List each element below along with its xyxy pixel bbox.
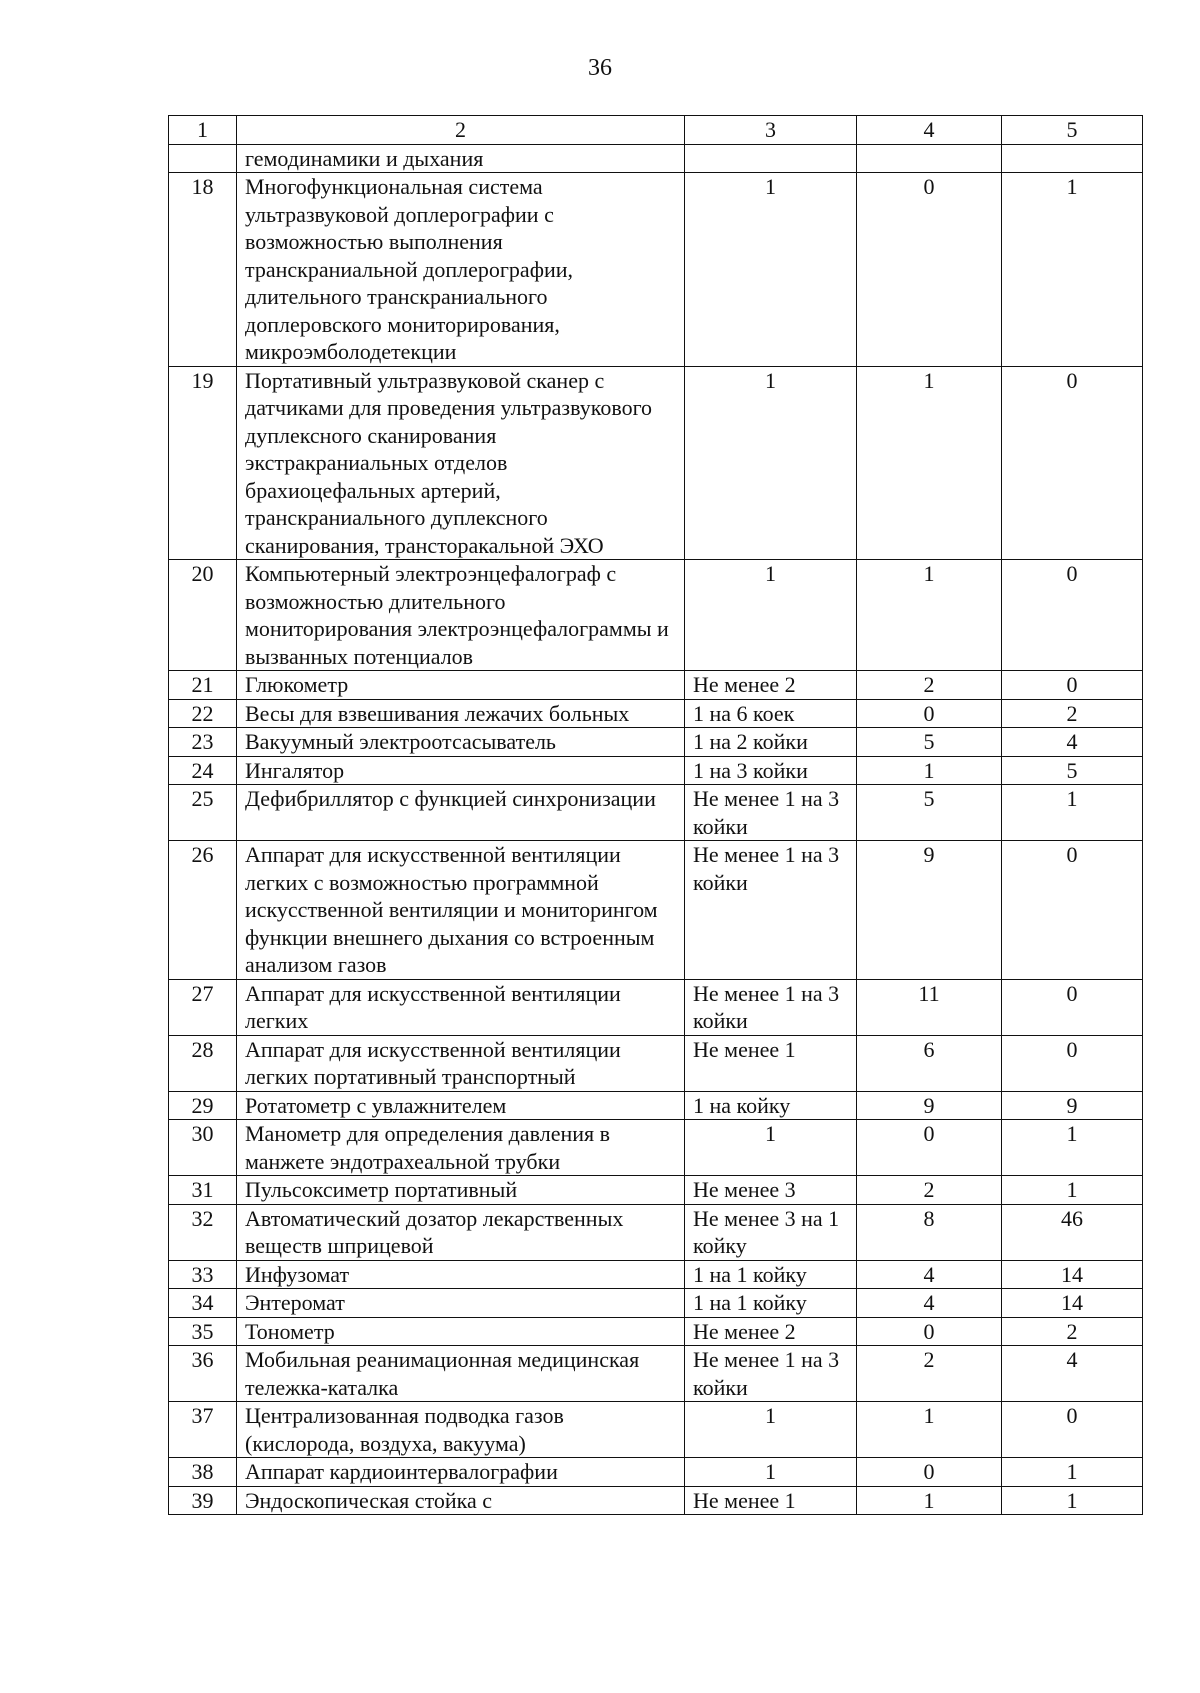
required-quantity-cell: [685, 144, 857, 173]
required-quantity-cell: 1: [685, 1458, 857, 1487]
row-number-cell: 29: [169, 1091, 237, 1120]
required-quantity-cell: Не менее 3 на 1 койку: [685, 1204, 857, 1260]
required-quantity-cell: 1: [685, 366, 857, 560]
required-quantity-cell: 1: [685, 560, 857, 671]
equipment-name-cell: Аппарат для искусственной вентиляции легких: [237, 979, 685, 1035]
table-row: [169, 1317, 1143, 1346]
column-5-value-cell: 1: [1002, 1120, 1143, 1176]
column-4-value-cell: 4: [857, 1260, 1002, 1289]
table-row: [169, 785, 1143, 841]
required-quantity-cell: 1 на 6 коек: [685, 699, 857, 728]
column-5-value-cell: 14: [1002, 1260, 1143, 1289]
column-5-value-cell: 2: [1002, 1317, 1143, 1346]
required-quantity-cell: 1: [685, 173, 857, 367]
equipment-name-cell: Мобильная реанимационная медицинская тележка-каталка: [237, 1346, 685, 1402]
required-quantity-cell: Не менее 1: [685, 1486, 857, 1515]
equipment-table: [168, 115, 1143, 1515]
table-row: [169, 728, 1143, 757]
page-number: 36: [588, 55, 612, 81]
equipment-name-cell: Централизованная подводка газов (кислорода, воздуха, вакуума): [237, 1402, 685, 1458]
table-row: [169, 1486, 1143, 1515]
equipment-name-cell: Вакуумный электроотсасыватель: [237, 728, 685, 757]
required-quantity-cell: Не менее 1: [685, 1035, 857, 1091]
required-quantity-cell: Не менее 3: [685, 1176, 857, 1205]
row-number-cell: 39: [169, 1486, 237, 1515]
row-number-cell: [169, 144, 237, 173]
column-4-value-cell: 2: [857, 1346, 1002, 1402]
row-number-cell: 26: [169, 841, 237, 980]
table-body: [169, 144, 1143, 1515]
table-row: [169, 1091, 1143, 1120]
equipment-name-cell: Энтеромат: [237, 1289, 685, 1318]
column-5-value-cell: 0: [1002, 979, 1143, 1035]
row-number-cell: 18: [169, 173, 237, 367]
row-number-cell: 28: [169, 1035, 237, 1091]
header-col-1: 1: [169, 116, 237, 145]
column-4-value-cell: 5: [857, 785, 1002, 841]
column-4-value-cell: 0: [857, 173, 1002, 367]
equipment-name-cell: Аппарат для искусственной вентиляции легких с возможностью программной искусственной вентиляции и мониторингом функции внешнего дыхания со встроенным анализом газов: [237, 841, 685, 980]
column-5-value-cell: 0: [1002, 1035, 1143, 1091]
table-row: [169, 671, 1143, 700]
equipment-name-cell: Аппарат кардиоинтервалографии: [237, 1458, 685, 1487]
equipment-name-cell: Весы для взвешивания лежачих больных: [237, 699, 685, 728]
table-row: [169, 756, 1143, 785]
column-4-value-cell: 8: [857, 1204, 1002, 1260]
column-4-value-cell: 6: [857, 1035, 1002, 1091]
column-5-value-cell: 5: [1002, 756, 1143, 785]
table-row: [169, 1289, 1143, 1318]
row-number-cell: 38: [169, 1458, 237, 1487]
row-number-cell: 32: [169, 1204, 237, 1260]
column-4-value-cell: 9: [857, 841, 1002, 980]
equipment-name-cell: Эндоскопическая стойка с: [237, 1486, 685, 1515]
row-number-cell: 22: [169, 699, 237, 728]
row-number-cell: 27: [169, 979, 237, 1035]
required-quantity-cell: 1 на 3 койки: [685, 756, 857, 785]
table-header-row: [169, 116, 1143, 145]
row-number-cell: 20: [169, 560, 237, 671]
header-col-4: 4: [857, 116, 1002, 145]
column-5-value-cell: [1002, 144, 1143, 173]
column-4-value-cell: [857, 144, 1002, 173]
column-5-value-cell: 1: [1002, 785, 1143, 841]
column-4-value-cell: 0: [857, 699, 1002, 728]
table-row: [169, 1346, 1143, 1402]
column-5-value-cell: 14: [1002, 1289, 1143, 1318]
equipment-name-cell: Глюкометр: [237, 671, 685, 700]
column-4-value-cell: 1: [857, 756, 1002, 785]
table-row: [169, 173, 1143, 367]
required-quantity-cell: Не менее 1 на 3 койки: [685, 1346, 857, 1402]
row-number-cell: 21: [169, 671, 237, 700]
required-quantity-cell: Не менее 2: [685, 671, 857, 700]
required-quantity-cell: 1: [685, 1120, 857, 1176]
column-4-value-cell: 1: [857, 1402, 1002, 1458]
table-row: [169, 1402, 1143, 1458]
equipment-name-cell: Инфузомат: [237, 1260, 685, 1289]
required-quantity-cell: 1 на 2 койки: [685, 728, 857, 757]
column-4-value-cell: 1: [857, 1486, 1002, 1515]
required-quantity-cell: 1: [685, 1402, 857, 1458]
table-row: [169, 699, 1143, 728]
table-row: [169, 1176, 1143, 1205]
column-5-value-cell: 9: [1002, 1091, 1143, 1120]
required-quantity-cell: Не менее 1 на 3 койки: [685, 979, 857, 1035]
header-col-2: 2: [237, 116, 685, 145]
required-quantity-cell: 1 на 1 койку: [685, 1260, 857, 1289]
equipment-name-cell: Пульсоксиметр портативный: [237, 1176, 685, 1205]
row-number-cell: 24: [169, 756, 237, 785]
table-row: [169, 1204, 1143, 1260]
required-quantity-cell: Не менее 1 на 3 койки: [685, 841, 857, 980]
equipment-name-cell: Тонометр: [237, 1317, 685, 1346]
row-number-cell: 25: [169, 785, 237, 841]
equipment-name-cell: Портативный ультразвуковой сканер с датчиками для проведения ультразвукового дуплексного сканирования экстракраниальных отделов брахиоцефальных артерий, транскраниального дуплексного сканирования, трансторакальной ЭХО: [237, 366, 685, 560]
column-5-value-cell: 4: [1002, 1346, 1143, 1402]
row-number-cell: 23: [169, 728, 237, 757]
equipment-name-cell: Манометр для определения давления в манжете эндотрахеальной трубки: [237, 1120, 685, 1176]
equipment-name-cell: Дефибриллятор с функцией синхронизации: [237, 785, 685, 841]
equipment-name-cell: Многофункциональная система ультразвуковой доплерографии с возможностью выполнения транскраниальной доплерографии, длительного транскраниального доплеровского мониторирования, микроэмболодетекции: [237, 173, 685, 367]
row-number-cell: 34: [169, 1289, 237, 1318]
column-4-value-cell: 11: [857, 979, 1002, 1035]
table-row: [169, 560, 1143, 671]
row-number-cell: 30: [169, 1120, 237, 1176]
column-5-value-cell: 46: [1002, 1204, 1143, 1260]
equipment-name-cell: Ингалятор: [237, 756, 685, 785]
table-row: [169, 366, 1143, 560]
column-4-value-cell: 4: [857, 1289, 1002, 1318]
equipment-name-cell: Компьютерный электроэнцефалограф с возможностью длительного мониторирования электроэнцефалограммы и вызванных потенциалов: [237, 560, 685, 671]
required-quantity-cell: Не менее 1 на 3 койки: [685, 785, 857, 841]
column-4-value-cell: 9: [857, 1091, 1002, 1120]
row-number-cell: 33: [169, 1260, 237, 1289]
column-4-value-cell: 2: [857, 671, 1002, 700]
column-4-value-cell: 1: [857, 560, 1002, 671]
required-quantity-cell: 1 на 1 койку: [685, 1289, 857, 1318]
equipment-name-cell: Аппарат для искусственной вентиляции легких портативный транспортный: [237, 1035, 685, 1091]
table-row: [169, 979, 1143, 1035]
equipment-name-cell: гемодинамики и дыхания: [237, 144, 685, 173]
table-row: [169, 1458, 1143, 1487]
table-row: [169, 1035, 1143, 1091]
table-row: [169, 144, 1143, 173]
column-5-value-cell: 1: [1002, 1458, 1143, 1487]
column-5-value-cell: 2: [1002, 699, 1143, 728]
column-5-value-cell: 4: [1002, 728, 1143, 757]
row-number-cell: 31: [169, 1176, 237, 1205]
equipment-name-cell: Автоматический дозатор лекарственных веществ шприцевой: [237, 1204, 685, 1260]
equipment-name-cell: Ротатометр с увлажнителем: [237, 1091, 685, 1120]
header-col-5: 5: [1002, 116, 1143, 145]
column-5-value-cell: 0: [1002, 1402, 1143, 1458]
required-quantity-cell: Не менее 2: [685, 1317, 857, 1346]
table-row: [169, 1120, 1143, 1176]
row-number-cell: 35: [169, 1317, 237, 1346]
header-col-3: 3: [685, 116, 857, 145]
column-4-value-cell: 0: [857, 1317, 1002, 1346]
row-number-cell: 37: [169, 1402, 237, 1458]
column-4-value-cell: 2: [857, 1176, 1002, 1205]
table-row: [169, 1260, 1143, 1289]
column-5-value-cell: 1: [1002, 1486, 1143, 1515]
column-4-value-cell: 0: [857, 1458, 1002, 1487]
row-number-cell: 36: [169, 1346, 237, 1402]
column-4-value-cell: 1: [857, 366, 1002, 560]
column-5-value-cell: 0: [1002, 366, 1143, 560]
column-4-value-cell: 5: [857, 728, 1002, 757]
table-row: [169, 841, 1143, 980]
row-number-cell: 19: [169, 366, 237, 560]
column-5-value-cell: 1: [1002, 1176, 1143, 1205]
column-5-value-cell: 0: [1002, 841, 1143, 980]
column-5-value-cell: 0: [1002, 560, 1143, 671]
required-quantity-cell: 1 на койку: [685, 1091, 857, 1120]
column-5-value-cell: 1: [1002, 173, 1143, 367]
column-5-value-cell: 0: [1002, 671, 1143, 700]
column-4-value-cell: 0: [857, 1120, 1002, 1176]
